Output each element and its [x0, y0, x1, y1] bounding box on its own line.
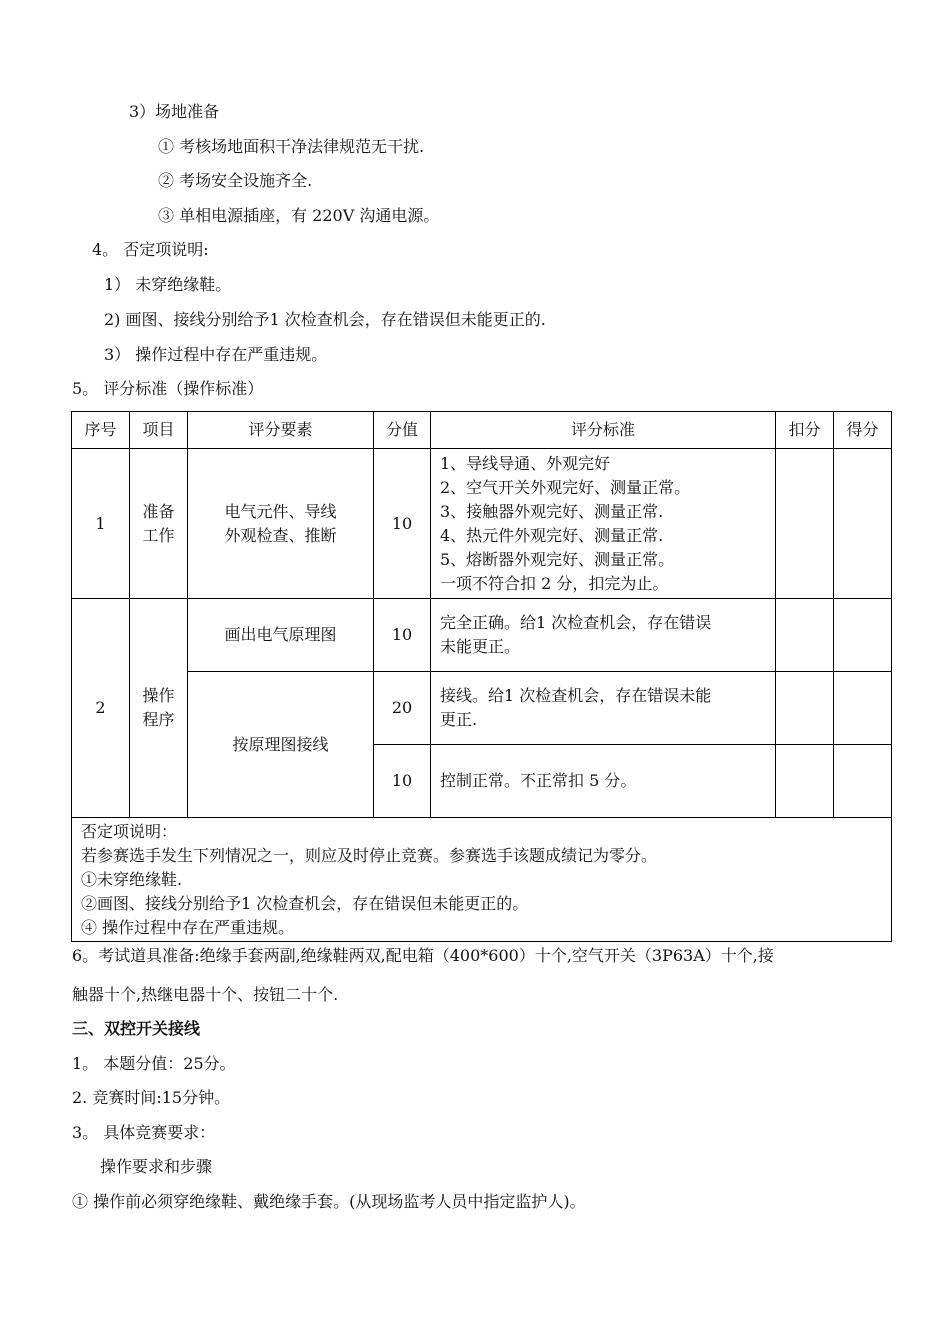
- row-number: 2: [72, 599, 130, 818]
- scoring-table: [71, 411, 892, 942]
- table-row: [72, 449, 892, 599]
- table-row: [72, 672, 892, 745]
- header-cell: 分值: [374, 412, 431, 449]
- header-cell: 项目: [130, 412, 188, 449]
- score-cell: 20: [374, 672, 431, 745]
- score-cell: 10: [374, 745, 431, 818]
- site-item: ① 考核场地面积干净法律规范无干扰.: [158, 137, 425, 156]
- tools-line: 6。考试道具准备:绝缘手套两副,绝缘鞋两双,配电箱（400*600）十个,空气开关（3P63A）十个,接: [72, 946, 774, 965]
- points-cell: [834, 672, 892, 745]
- score-cell: 10: [374, 599, 431, 672]
- score-cell: 10: [374, 449, 431, 599]
- site-prep-heading: 3）场地准备: [129, 102, 220, 121]
- element-cell: 按原理图接线: [188, 672, 374, 818]
- points-cell: [834, 745, 892, 818]
- criteria-heading: 5。 评分标准（操作标准）: [72, 379, 264, 398]
- step-item: ① 操作前必须穿绝缘鞋、戴绝缘手套。(从现场监考人员中指定监护人)。: [72, 1192, 586, 1211]
- section-title: 三、双控开关接线: [72, 1019, 201, 1038]
- note-cell: 否定项说明： 若参赛选手发生下列情况之一，则应及时停止竞赛。参赛选手该题成绩记为零分。 ①未穿绝缘鞋. ②画图、接线分别给予1 次检查机会，存在错误但未能更正的。 ④ 操作过程中存在严重违规。: [72, 818, 892, 942]
- requirement-item: 1。 本题分值：25分。: [72, 1054, 236, 1073]
- standard-cell: 控制正常。不正常扣 5 分。: [431, 745, 776, 818]
- points-cell: [834, 449, 892, 599]
- element-cell: 画出电气原理图: [188, 599, 374, 672]
- header-cell: 得分: [834, 412, 892, 449]
- element-cell: 电气元件、导线 外观检查、推断: [188, 449, 374, 599]
- standard-cell: 接线。给1 次检查机会，存在错误未能 更正.: [431, 672, 776, 745]
- negation-item: 3） 操作过程中存在严重违规。: [104, 345, 328, 364]
- item-cell: 准备 工作: [130, 449, 188, 599]
- tools-line: 触器十个,热继电器十个、按钮二十个.: [72, 985, 339, 1004]
- negation-heading: 4。 否定项说明:: [92, 240, 209, 259]
- deduct-cell: [776, 449, 834, 599]
- sub-title: 操作要求和步骤: [100, 1157, 213, 1176]
- site-item: ② 考场安全设施齐全.: [158, 171, 313, 190]
- table-note-row: [72, 818, 892, 942]
- points-cell: [834, 599, 892, 672]
- header-cell: 评分标准: [431, 412, 776, 449]
- header-cell: 评分要素: [188, 412, 374, 449]
- row-number: 1: [72, 449, 130, 599]
- deduct-cell: [776, 672, 834, 745]
- site-item: ③ 单相电源插座，有 220V 沟通电源。: [158, 206, 440, 225]
- table-row: [72, 599, 892, 672]
- standard-cell: 完全正确。给1 次检查机会，存在错误 未能更正。: [431, 599, 776, 672]
- negation-item: 1） 未穿绝缘鞋。: [104, 275, 232, 294]
- deduct-cell: [776, 745, 834, 818]
- requirement-item: 2. 竞赛时间:15分钟。: [72, 1088, 231, 1107]
- standard-cell: 1、导线导通、外观完好 2、空气开关外观完好、测量正常。 3、接触器外观完好、测量正常. 4、热元件外观完好、测量正常. 5、熔断器外观完好、测量正常。 一项不符合扣 2 分，扣完为止。: [431, 449, 776, 599]
- header-cell: 扣分: [776, 412, 834, 449]
- negation-item: 2) 画图、接线分别给予1 次检查机会，存在错误但未能更正的.: [104, 310, 546, 329]
- deduct-cell: [776, 599, 834, 672]
- table-header-row: [72, 412, 892, 449]
- header-cell: 序号: [72, 412, 130, 449]
- requirement-item: 3。 具体竞赛要求：: [72, 1123, 216, 1142]
- item-cell: 操作 程序: [130, 599, 188, 818]
